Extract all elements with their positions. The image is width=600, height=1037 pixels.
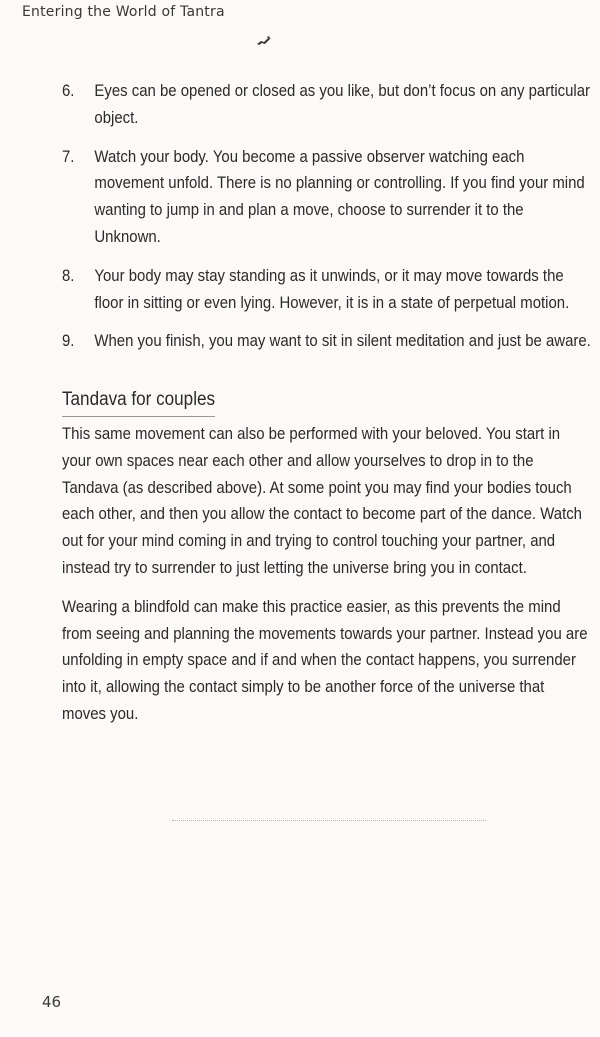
list-item [62,263,592,317]
step-text: Watch your body. You become a passive observer watching each movement unfold. There is no planning or controlling. If you find your mind wanting to jump in and plan a move, choose to surrender it to the Unknown. [94,146,585,246]
dancer-ornament-icon [256,36,272,46]
page-number: 46 [42,993,62,1011]
step-text: Eyes can be opened or closed as you like, but don’t focus on any particular object. [94,81,591,127]
list-item [62,78,592,132]
step-number: 9. [62,331,75,351]
list-item [62,328,592,355]
page-body [62,78,591,740]
step-text: Your body may stay standing as it unwinds, or it may move towards the floor in sitting or even lying. However, it is in a state of perpetual motion. [94,265,570,312]
running-head: Entering the World of Tantra [22,4,225,20]
list-item [62,144,592,251]
section-divider [172,820,486,821]
step-number: 8. [62,265,75,285]
paragraph: Wearing a blindfold can make this practice easier, as this prevents the mind from seeing and planning the movements towards your partner. Instead you are unfolding in empty space and if and when the contact happens, you surrender into it, allowing the contact simply to be another force of the universe that moves you. [62,596,588,723]
section-heading: Tandava for couples [62,387,215,417]
step-number: 7. [62,146,75,166]
step-text: When you finish, you may want to sit in silent meditation and just be aware. [94,331,591,351]
step-number: 6. [62,81,75,100]
paragraph: This same movement can also be performed with your beloved. You start in your own spaces near each other and allow yourselves to drop in to the Tandava (as described above). At some point you may find your bodies touch each other, and then you allow the contact to become part of the dance. Watch out for your mind coming in and trying to control touching your partner, and instead try to surrender to just letting the universe bring you in contact. [62,423,583,577]
steps-list [62,78,592,355]
